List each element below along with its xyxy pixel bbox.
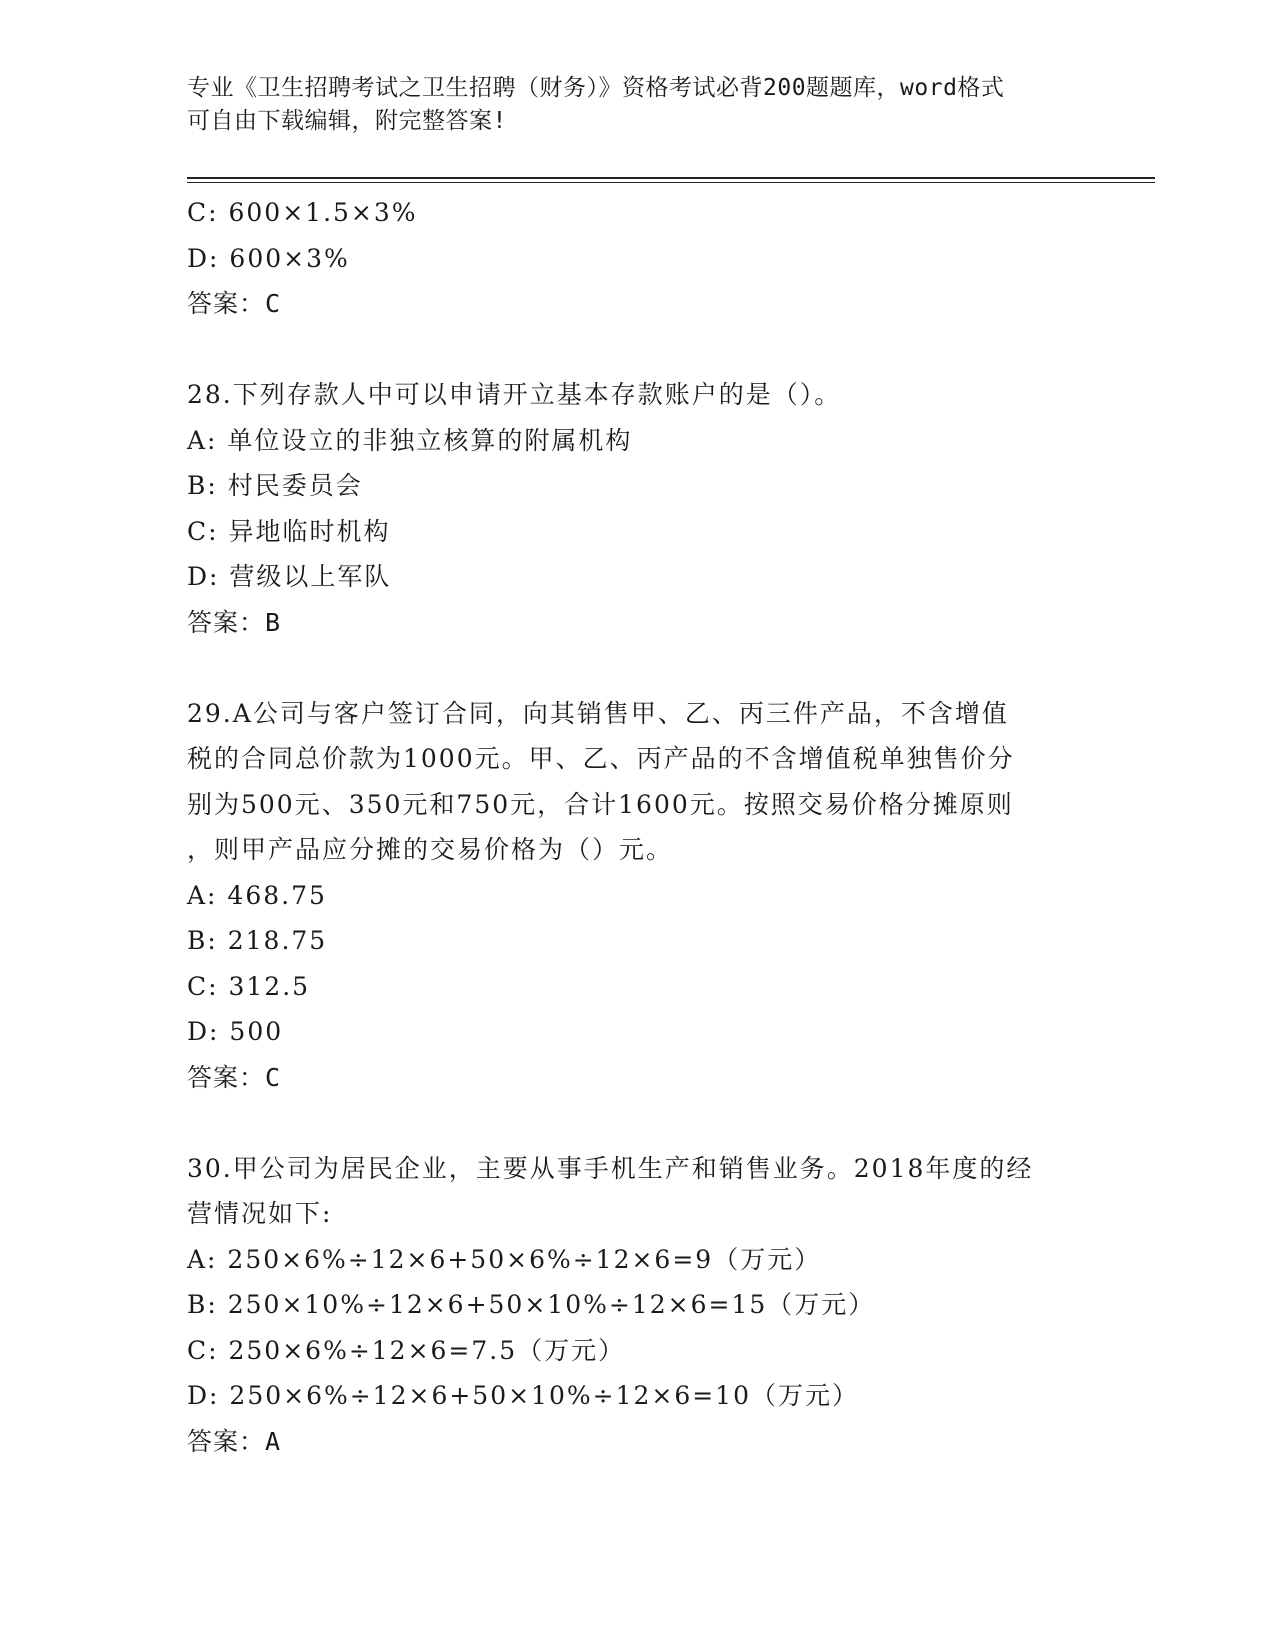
q29-answer: 答案：C bbox=[187, 1062, 282, 1092]
spacer bbox=[187, 1100, 1087, 1146]
question-list bbox=[187, 190, 1087, 1464]
q29-option-d: D: 500 bbox=[187, 1017, 284, 1046]
q28-option-d: D: 营级以上军队 bbox=[187, 562, 392, 591]
q27-option-c: C: 600×1.5×3% bbox=[187, 198, 418, 227]
document-header bbox=[187, 72, 1087, 138]
q27-answer: 答案：C bbox=[187, 289, 282, 318]
q29-stem-line-4: ，则甲产品应分摊的交易价格为（）元。 bbox=[187, 835, 674, 864]
spacer bbox=[187, 645, 1087, 691]
q28-stem: 28.下列存款人中可以申请开立基本存款账户的是（）。 bbox=[187, 380, 842, 409]
q27-option-d: D: 600×3% bbox=[187, 243, 350, 273]
q30-option-d: D: 250×6%÷12×6+50×10%÷12×6=10（万元） bbox=[187, 1381, 859, 1410]
q30-option-b: B: 250×10%÷12×6+50×10%÷12×6=15（万元） bbox=[187, 1290, 876, 1319]
header-title-line-1: 专业《卫生招聘考试之卫生招聘（财务）》资格考试必背200题题库，word格式 bbox=[187, 75, 1005, 101]
q28-option-a: A: 单位设立的非独立核算的附属机构 bbox=[187, 425, 633, 455]
q28-option-c: C: 异地临时机构 bbox=[187, 516, 391, 546]
q28-option-b: B: 村民委员会 bbox=[187, 471, 363, 500]
spacer bbox=[187, 327, 1087, 373]
q30-option-a: A: 250×6%÷12×6+50×6%÷12×6=9（万元） bbox=[187, 1244, 822, 1274]
q30-answer: 答案：A bbox=[187, 1426, 282, 1456]
header-divider-thin bbox=[187, 182, 1155, 183]
q29-option-a: A: 468.75 bbox=[187, 880, 327, 910]
q30-stem-line-2: 营情况如下: bbox=[187, 1199, 333, 1228]
q29-stem-line-3: 别为500元、350元和750元，合计1600元。按照交易价格分摊原则 bbox=[187, 789, 1014, 819]
q30-stem-line-1: 30.甲公司为居民企业，主要从事手机生产和销售业务。2018年度的经 bbox=[187, 1153, 1034, 1183]
q28-answer: 答案：B bbox=[187, 607, 282, 637]
q29-stem-line-2: 税的合同总价款为1000元。甲、乙、丙产品的不含增值税单独售价分 bbox=[187, 744, 1015, 773]
header-title-line-2: 可自由下载编辑，附完整答案! bbox=[187, 108, 507, 134]
header-divider-thick bbox=[187, 177, 1155, 179]
q29-option-b: B: 218.75 bbox=[187, 926, 328, 955]
q30-option-c: C: 250×6%÷12×6=7.5（万元） bbox=[187, 1335, 626, 1365]
q29-option-c: C: 312.5 bbox=[187, 971, 311, 1001]
q29-stem-line-1: 29.A公司与客户签订合同，向其销售甲、乙、丙三件产品，不含增值 bbox=[187, 698, 1009, 728]
